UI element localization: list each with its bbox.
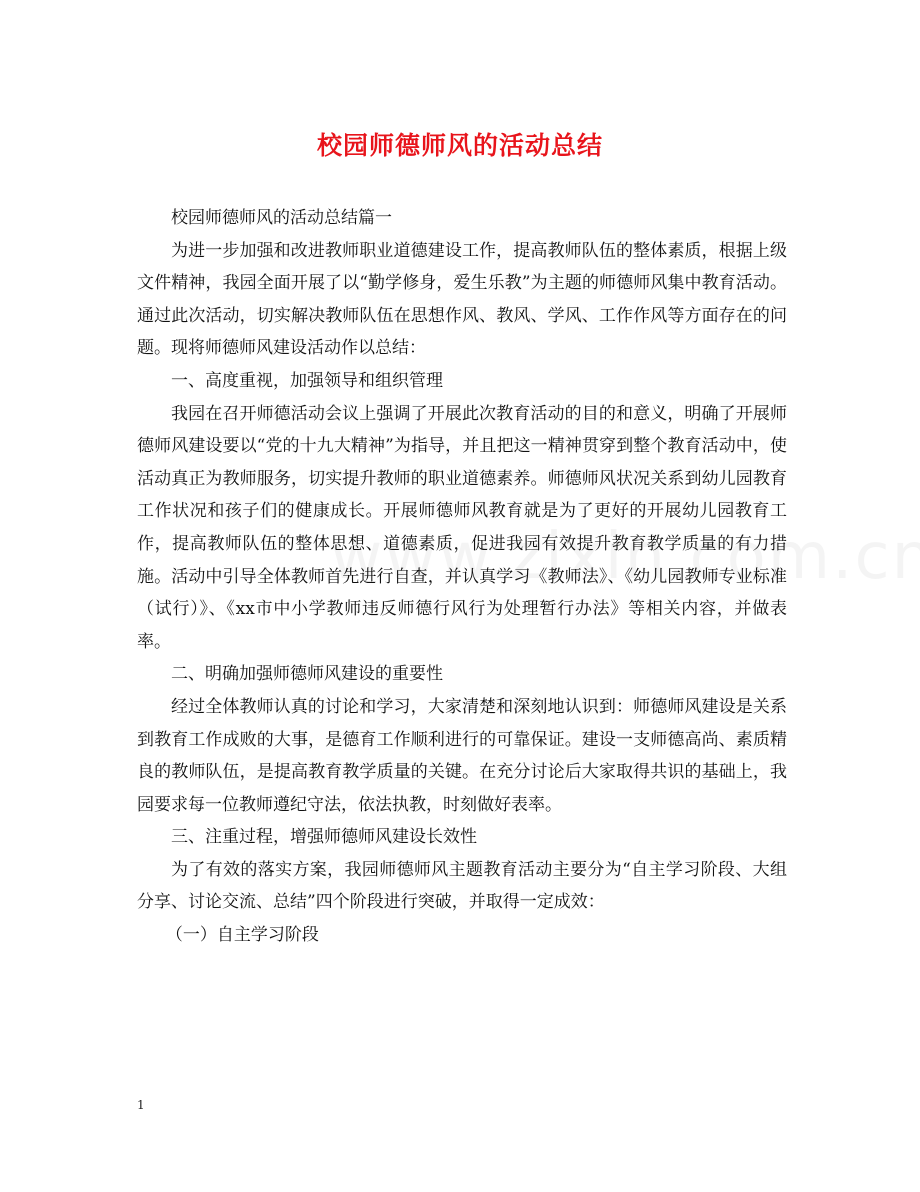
document-body xyxy=(137,202,787,952)
section-paragraph-1: 我园在召开师德活动会议上强调了开展此次教育活动的目的和意义，明确了开展师德师风建设要以“党的十九大精神”为指导，并且把这一精神贯穿到整个教育活动中，使活动真正为教师服务，切实提升教师的职业道德素养。师德师风状况关系到幼儿园教育工作状况和孩子们的健康成长。开展师德师风教育就是为了更好的开展幼儿园教育工作，提高教师队伍的整体思想、道德素质，促进我园有效提升教育教学质量的有力措施。活动中引导全体教师首先进行自查，并认真学习《教师法》、《幼儿园教师专业标准（试行）》、《xx市中小学教师违反师德行风行为处理暂行办法》等相关内容，并做表率。 xyxy=(137,403,787,652)
section-subtitle: 校园师德师风的活动总结篇一 xyxy=(171,208,392,228)
section-paragraph-2: 经过全体教师认真的讨论和学习，大家清楚和深刻地认识到：师德师风建设是关系到教育工作成败的大事，是德育工作顺利进行的可靠保证。建设一支师德高尚、素质精良的教师队伍，是提高教育教学质量的关键。在充分讨论后大家取得共识的基础上，我园要求每一位教师遵纪守法，依法执教，时刻做好表率。 xyxy=(137,696,787,815)
section-heading-3: 三、注重过程，增强师德师风建设长效性 xyxy=(171,827,477,848)
section-heading-2: 二、明确加强师德师风建设的重要性 xyxy=(171,664,443,685)
section-heading-1: 一、高度重视，加强领导和组织管理 xyxy=(171,370,443,391)
intro-paragraph: 为进一步加强和改进教师职业道德建设工作，提高教师队伍的整体素质，根据上级文件精神，我园全面开展了以“勤学修身，爱生乐教”为主题的师德师风集中教育活动。通过此次活动，切实解决教师队伍在思想作风、教风、学风、工作作风等方面存在的问题。现将师德师风建设活动作以总结： xyxy=(137,240,787,359)
page-number: 1 xyxy=(137,1098,145,1112)
subsection-heading-1: （一）自主学习阶段 xyxy=(165,925,319,946)
document-title: 校园师德师风的活动总结 xyxy=(316,131,603,160)
section-paragraph-3: 为了有效的落实方案，我园师德师风主题教育活动主要分为“自主学习阶段、大组分享、讨论交流、总结”四个阶段进行突破，并取得一定成效： xyxy=(137,859,787,913)
